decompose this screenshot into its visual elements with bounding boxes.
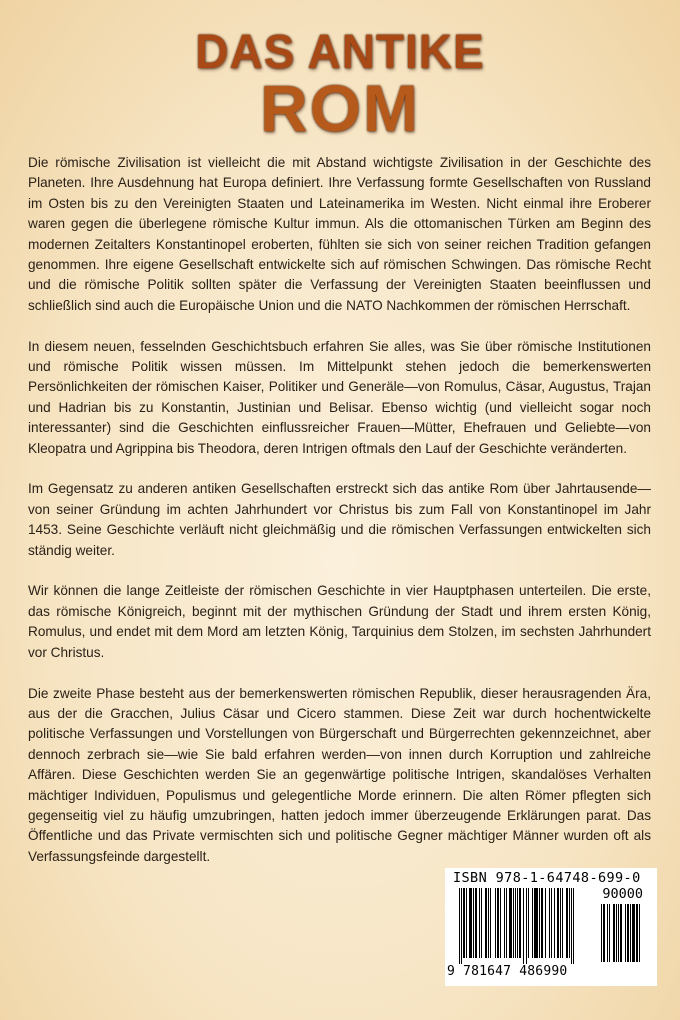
barcode-bar xyxy=(636,904,638,962)
barcode-bar xyxy=(475,888,477,958)
barcode-bar xyxy=(627,904,629,962)
barcode-bars-main xyxy=(459,888,593,966)
barcode-bar xyxy=(519,888,521,958)
barcode-bar xyxy=(515,888,516,958)
barcode-bar xyxy=(562,888,563,958)
barcode-bar xyxy=(573,888,574,964)
barcode-bar xyxy=(481,888,482,958)
price-code: 90000 xyxy=(602,886,643,902)
isbn-barcode xyxy=(445,868,657,986)
barcode-bar xyxy=(532,888,533,958)
barcode-bar xyxy=(469,888,472,958)
barcode-bar xyxy=(639,904,640,962)
barcode-bar xyxy=(495,888,496,958)
barcode-bar xyxy=(500,888,501,958)
barcode-bar xyxy=(566,888,568,958)
barcode-bar xyxy=(509,888,512,958)
barcode-bar xyxy=(517,888,518,958)
barcode-bar xyxy=(618,904,619,962)
barcode-bar xyxy=(513,888,514,958)
blurb-text xyxy=(28,153,651,888)
paragraph-3: Im Gegensatz zu anderen antiken Gesellschaften erstreckt sich das antike Rom über Jahrtausende—von seiner Gründung im achten Jahrhundert vor Christus bis zum Fall von Konstantinopel im Jahr 1453. Seine Geschichte verläuft nicht gleichmäßig und die römischen Verfassungen entwickelten sich ständig weiter. xyxy=(28,481,651,558)
barcode-bar xyxy=(560,888,561,958)
barcode-bar xyxy=(506,888,507,958)
barcode-bar xyxy=(534,888,538,958)
barcode-bar xyxy=(485,888,487,958)
barcode-bar xyxy=(545,888,546,958)
paragraph-4: Wir können die lange Zeitleiste der römischen Geschichte in vier Hauptphasen unterteilen. Die erste, das römische Königreich, beginnt mit der mythischen Gründung der Stadt und ihrem ersten König, Romulus, und endet mit dem Mord am letzten König, Tarquinius dem Stolzen, im sechsten Jahrhundert vor Christus. xyxy=(28,583,651,660)
barcode-bar xyxy=(554,888,555,958)
barcode-bar xyxy=(603,904,605,962)
ean-digits: 9 781647 486990 xyxy=(447,964,568,979)
barcode-bar xyxy=(613,904,615,962)
barcode-bar xyxy=(569,888,570,958)
barcode-bar xyxy=(616,904,617,962)
barcode-bars-addon xyxy=(601,904,649,966)
barcode-bar xyxy=(632,904,635,962)
barcode-bar xyxy=(609,904,610,962)
barcode-bar xyxy=(528,888,529,958)
barcode-bar xyxy=(526,888,527,964)
barcode-bar xyxy=(557,888,559,958)
barcode-bar xyxy=(620,904,622,962)
barcode-bar xyxy=(479,888,480,958)
barcode-bar xyxy=(607,904,608,962)
barcode-bar xyxy=(523,888,524,964)
barcode-bar xyxy=(630,904,631,962)
title-line-2: ROM xyxy=(260,71,420,145)
barcode-bar xyxy=(504,888,505,958)
paragraph-2: In diesem neuen, fesselnden Geschichtsbuch erfahren Sie alles, was Sie über römische Institutionen und römische Politik wissen müssen. Im Mittelpunkt stehen jedoch die bemerkenswerten Persönlichkeiten der römischen Kaiser, Politiker und Generäle—von Romulus, Cäsar, Augustus, Trajan und Hadrian bis zu Konstantin, Justinian und Belisar. Ebenso wichtig (und vielleicht sogar noch interessanter) sind die Geschichten einflussreicher Frauen—Mütter, Ehefrauen und Geliebte—von Kleopatra und Agrippina bis Theodora, deren Intrigen oftmals den Lauf der Geschichte veränderten. xyxy=(28,338,651,456)
barcode-bar xyxy=(473,888,474,958)
barcode-bar xyxy=(601,904,602,962)
paragraph-5: Die zweite Phase besteht aus der bemerkenswerten römischen Republik, dieser herausragenden Ära, aus der die Gracchen, Julius Cäsar und Cicero stammen. Diese Zeit war durch hochentwickelte politische Verfassungen und Vorstellungen von Bürgerschaft und Bürgerrechten gekennzeichnet, aber dennoch zerbrach sie—wie Sie bald erfahren werden—von innen durch Korruption und zahlreiche Affären. Diese Geschichten werden Sie an gegenwärtige politische Intrigen, skandalöses Verhalten mächtiger Individuen, Populismus und gelegentliche Morde erinnern. Die alten Römer pflegten sich gegenseitig viel zu häufig umzubringen, hatten jedoch immer überzeugende Erklärungen parat. Das Öffentliche und das Private vermischten sich und politische Gegner mächtiger Männer wurden oft als Verfassungsfeinde dargestellt. xyxy=(28,685,651,864)
paragraph-1: Die römische Zivilisation ist vielleicht die mit Abstand wichtigste Zivilisation in der Geschichte des Planeten. Ihre Ausdehnung hat Europa definiert. Ihre Verfassung formte Gesellschaften von Russland im Osten bis zu den Vereinigten Staaten und Lateinamerika im Westen. Nicht einmal ihre Eroberer waren gegen die überlegene römische Kultur immun. Als die ottomanischen Türken am Beginn des modernen Zeitalters Konstantinopel eroberten, fühlten sie sich von seiner reichen Tradition gefangen genommen. Ihre eigene Gesellschaft entwickelte sich auf römischen Schwingen. Das römische Recht und die römische Politik sollten später die Verfassung der Vereinigten Staaten beeinflussen und schließlich sind auch die Europäische Union und die NATO Nachkommen der römischen Herrschaft. xyxy=(28,155,651,313)
barcode-bar xyxy=(497,888,499,958)
barcode-bar xyxy=(541,888,543,958)
barcode-bar xyxy=(539,888,540,958)
barcode-bar xyxy=(488,888,489,958)
title-line-1: DAS ANTIKE xyxy=(195,23,485,79)
barcode-bar xyxy=(459,888,460,964)
barcode-bar xyxy=(466,888,467,958)
barcode-bar xyxy=(490,888,491,958)
barcode-bar xyxy=(461,888,462,964)
barcode-bar xyxy=(551,888,552,958)
barcode-bar xyxy=(549,888,550,958)
barcode-bar xyxy=(463,888,465,958)
barcode-bar xyxy=(625,904,626,962)
barcode-bar xyxy=(571,888,572,964)
isbn-label: ISBN 978-1-64748-699-0 xyxy=(453,870,641,886)
